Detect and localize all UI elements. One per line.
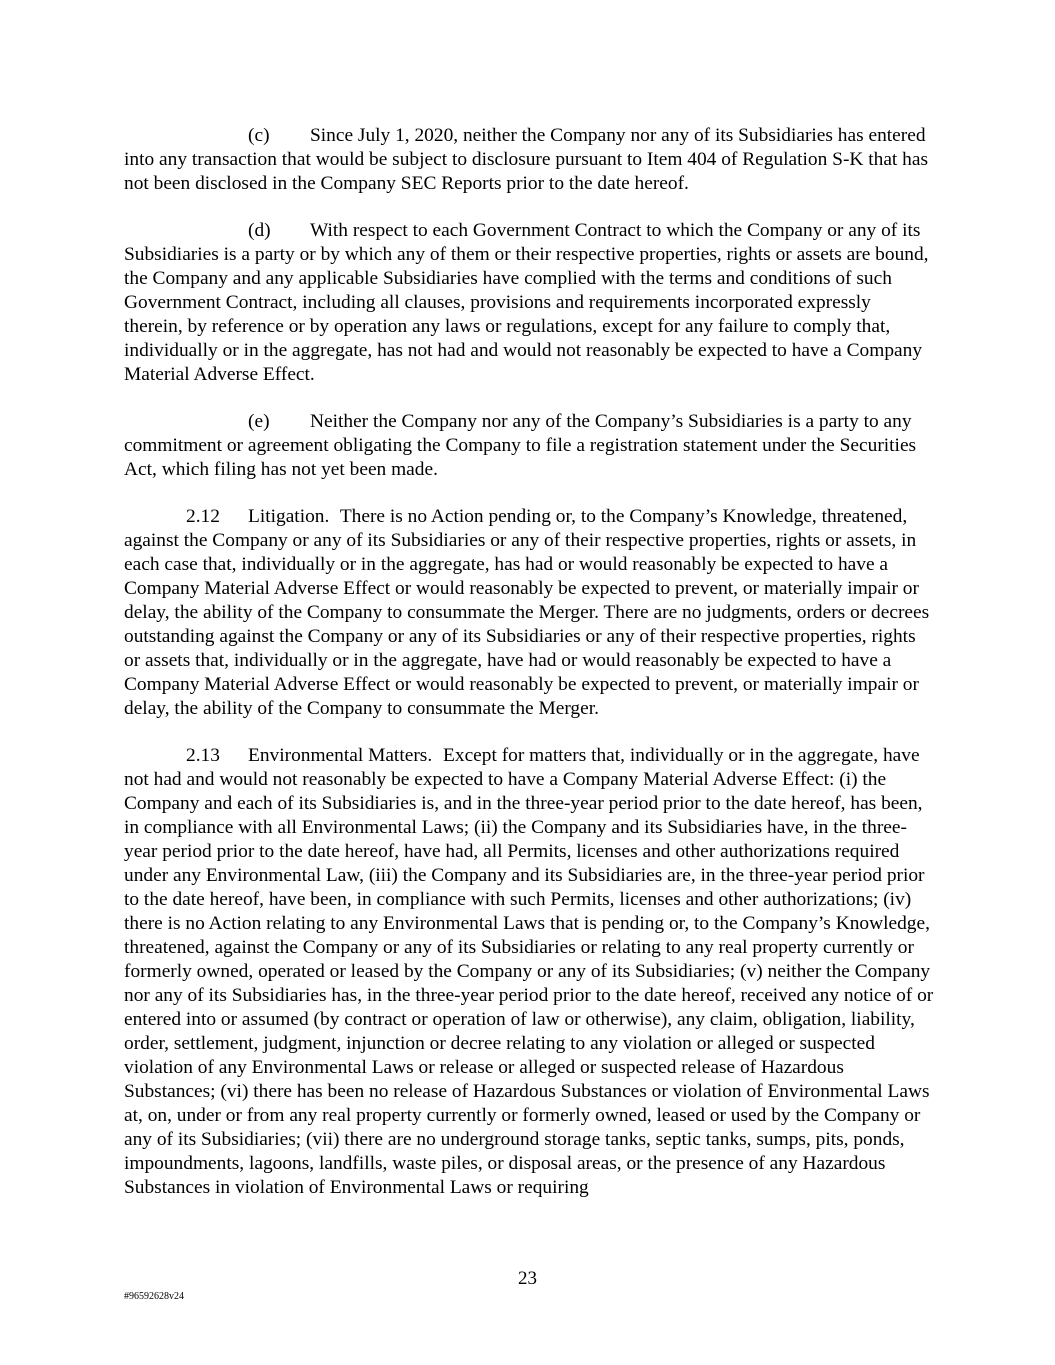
paragraph-e-label: (e) [248, 411, 270, 432]
paragraph-c [124, 124, 934, 196]
section-2-12 [124, 505, 934, 721]
document-page [124, 124, 934, 1223]
paragraph-e [124, 410, 934, 482]
paragraph-c-label: (c) [248, 125, 270, 146]
paragraph-d-text: With respect to each Government Contract to which the Company or any of its Subsidiaries is a party or by which any of them or their respective properties, rights or assets are bound, the Company and any applicable Subsidiaries have complied with the terms and conditions of such Government Contract, including all clauses, provisions and requirements incorporated expressly therein, by reference or by operation any laws or regulations, except for any failure to comply that, individually or in the aggregate, has not had and would not reasonably be expected to have a Company Material Adverse Effect. [124, 220, 929, 385]
paragraph-c-text: Since July 1, 2020, neither the Company nor any of its Subsidiaries has entered into any transaction that would be subject to disclosure pursuant to Item 404 of Regulation S-K that has not been disclosed in the Company SEC Reports prior to the date hereof. [124, 125, 929, 194]
section-2-12-title: Litigation. [248, 506, 330, 527]
section-2-12-number: 2.12 [186, 506, 220, 527]
section-2-13 [124, 744, 934, 1200]
paragraph-e-text: Neither the Company nor any of the Company’s Subsidiaries is a party to any commitment or agreement obligating the Company to file a registration statement under the Securities Act, which filing has not yet been made. [124, 411, 917, 480]
document-id: #96592628v24 [124, 1291, 184, 1302]
section-2-12-text: There is no Action pending or, to the Company’s Knowledge, threatened, against the Company or any of its Subsidiaries or any of their respective properties, rights or assets, in each case that, individually or in the aggregate, has had or would reasonably be expected to have a Company Material Adverse Effect or would reasonably be expected to prevent, or materially impair or delay, the ability of the Company to consummate the Merger. There are no judgments, orders or decrees outstanding against the Company or any of its Subsidiaries or any of their respective properties, rights or assets that, individually or in the aggregate, have had or would reasonably be expected to have a Company Material Adverse Effect or would reasonably be expected to prevent, or materially impair or delay, the ability of the Company to consummate the Merger. [124, 506, 930, 719]
section-2-13-number: 2.13 [186, 745, 220, 766]
paragraph-d-label: (d) [248, 220, 271, 241]
section-2-13-title: Environmental Matters. [248, 745, 433, 766]
paragraph-d [124, 219, 934, 387]
section-2-13-text: Except for matters that, individually or in the aggregate, have not had and would not reasonably be expected to have a Company Material Adverse Effect: (i) the Company and each of its Subsidiaries is, and in the three-year period prior to the date hereof, has been, in compliance with all Environmental Laws; (ii) the Company and its Subsidiaries have, in the three-year period prior to the date hereof, have had, all Permits, licenses and other authorizations required under any Environmental Law, (iii) the Company and its Subsidiaries are, in the three-year period prior to the date hereof, have been, in compliance with such Permits, licenses and other authorizations; (iv) there is no Action relating to any Environmental Laws that is pending or, to the Company’s Knowledge, threatened, against the Company or any of its Subsidiaries or relating to any real property currently or formerly owned, operated or leased by the Company or any of its Subsidiaries; (v) neither the Company nor any of its Subsidiaries has, in the three-year period prior to the date hereof, received any notice of or entered into or assumed (by contract or operation of law or otherwise), any claim, obligation, liability, order, settlement, judgment, injunction or decree relating to any violation or alleged or suspected violation of any Environmental Laws or release or alleged or suspected release of Hazardous Substances; (vi) there has been no release of Hazardous Substances or violation of Environmental Laws at, on, under or from any real property currently or formerly owned, leased or used by the Company or any of its Subsidiaries; (vii) there are no underground storage tanks, septic tanks, sumps, pits, ponds, impoundments, lagoons, landfills, waste piles, or disposal areas, or the presence of any Hazardous Substances in violation of Environmental Laws or requiring [124, 745, 934, 1198]
page-number: 23 [518, 1268, 537, 1289]
